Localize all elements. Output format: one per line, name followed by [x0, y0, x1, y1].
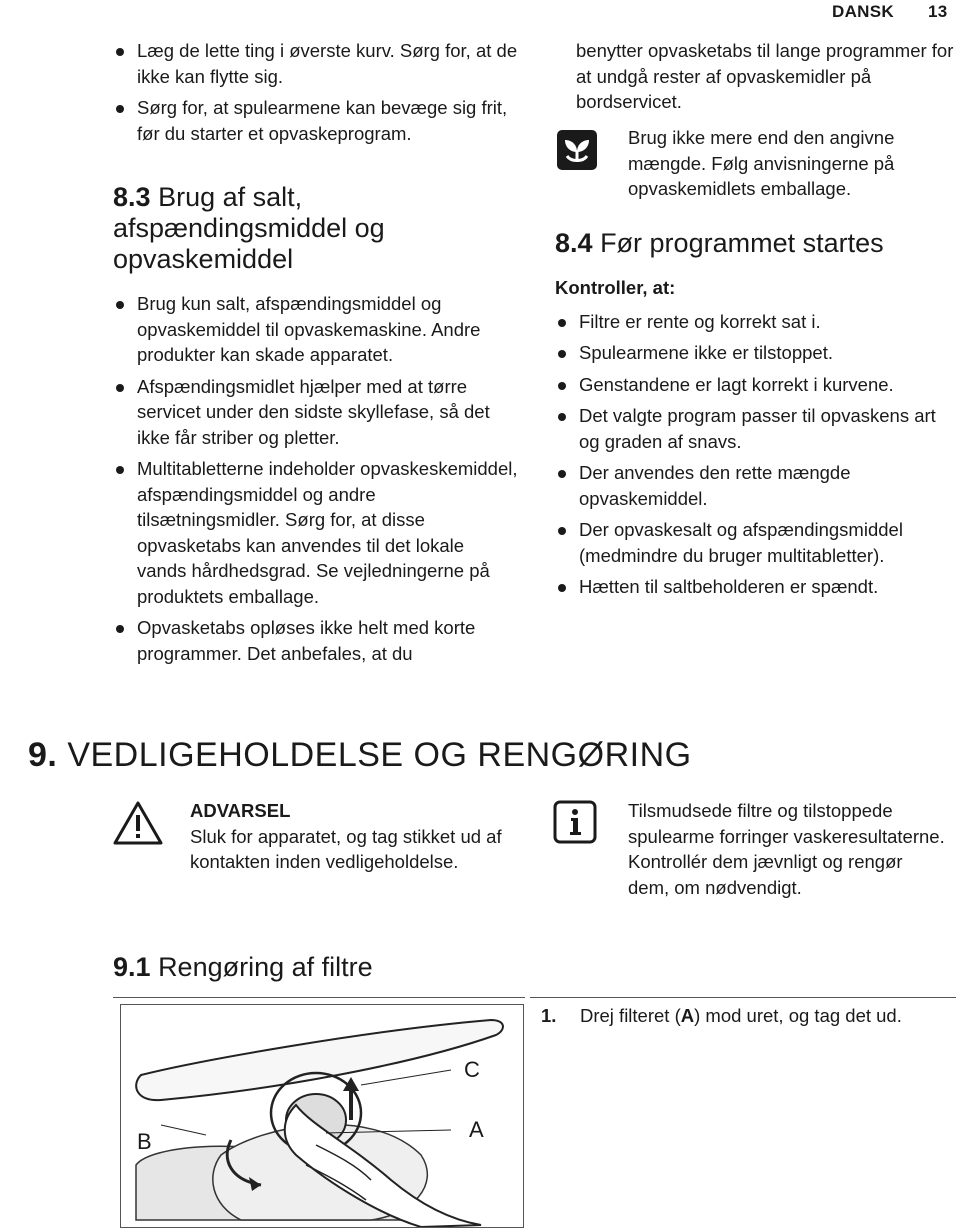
info-note: [628, 798, 948, 900]
step-text-pre: Drej filteret (: [580, 1005, 681, 1026]
section-number: 9.1: [113, 952, 151, 982]
section-9-1-heading: [113, 952, 373, 983]
left-top-bullets: [113, 38, 518, 146]
section-title: Brug af salt, afspændingsmiddel og opvaskemiddel: [113, 182, 385, 274]
section-8-3-heading: [113, 182, 518, 275]
section-9-heading: [28, 735, 692, 775]
eco-note: Brug ikke mere end den angivne mængde. Følg anvisningerne på opvaskemidlets emballage.: [628, 127, 895, 199]
section-number: 9.: [28, 736, 58, 774]
step-text-bold: A: [680, 1005, 695, 1026]
list-item: Hætten til saltbeholderen er spændt.: [555, 574, 955, 600]
section-title: Før programmet startes: [600, 228, 884, 258]
list-item: Spulearmene ikke er tilstoppet.: [555, 340, 955, 366]
warning-triangle-icon: [112, 800, 164, 846]
filter-illustration: [120, 1004, 524, 1228]
divider: [113, 997, 525, 998]
left-column: [113, 38, 518, 672]
warning-text: Sluk for apparatet, og tag stikket ud af kontakten inden vedligeholdelse.: [190, 825, 502, 872]
divider: [530, 997, 956, 998]
page-number: 13: [928, 2, 948, 21]
list-item: Sørg for, at spulearmene kan bevæge sig frit, før du starter et opvaskeprogram.: [113, 95, 518, 146]
header-section: DANSK: [832, 2, 894, 21]
list-item: Brug kun salt, afspændingsmiddel og opvaskemiddel til opvaskemaskine. Andre produkter kan skade apparatet.: [113, 291, 518, 368]
list-item: Opvasketabs opløses ikke helt med korte programmer. Det anbefales, at du: [113, 615, 518, 666]
list-item: Afspændingsmidlet hjælper med at tørre servicet under den sidste skyllefase, så det ikke får striber og pletter.: [113, 374, 518, 451]
list-item: Multitabletterne indeholder opvaskeskemiddel, afspændingsmiddel og andre tilsætningsmidler. Sørg for, at disse opvasketabs kan anvendes til det lokale vands hårdhedsgrad. Se vejledningerne på produktets emballage.: [113, 456, 518, 609]
list-item: Læg de lette ting i øverste kurv. Sørg for, at de ikke kan flytte sig.: [113, 38, 518, 89]
step-number: [541, 1003, 577, 1029]
eco-leaf-icon: [555, 128, 599, 172]
section-number: 8.3: [113, 182, 151, 212]
info-icon: [553, 800, 597, 844]
section-subtitle: Kontroller, at:: [555, 277, 676, 298]
list-item: Det valgte program passer til opvaskens art og graden af snavs.: [555, 403, 955, 454]
section-8-4: [555, 228, 955, 606]
list-item: Filtre er rente og korrekt sat i.: [555, 309, 955, 335]
info-line-2: Kontrollér dem jævnligt og rengør dem, om nødvendigt.: [628, 851, 903, 898]
section-8-4-heading: [555, 228, 955, 259]
figure-label-b: B: [137, 1129, 152, 1154]
figure-label-c: C: [464, 1057, 480, 1082]
step-text-post: ) mod uret, og tag det ud.: [694, 1005, 902, 1026]
step-number-text: 1.: [541, 1005, 557, 1026]
section-8-4-bullets: [555, 309, 955, 600]
list-item: Genstandene er lagt korrekt i kurvene.: [555, 372, 955, 398]
section-number: 8.4: [555, 228, 593, 258]
right-continuation-text: benytter opvasketabs til lange programmer for at undgå rester af opvaskemidler på bordservicet.: [576, 40, 954, 112]
warning-title: ADVARSEL: [190, 800, 291, 821]
info-line-1: Tilsmudsede filtre og tilstoppede spulearme forringer vaskeresultaterne.: [628, 800, 945, 847]
figure-label-a: A: [469, 1117, 484, 1142]
section-8-3-bullets: [113, 291, 518, 666]
section-title: VEDLIGEHOLDELSE OG RENGØRING: [67, 736, 692, 774]
filter-drawing: [121, 1005, 523, 1227]
list-item: Der anvendes den rette mængde opvaskemiddel.: [555, 460, 955, 511]
step-1-text: [580, 1003, 930, 1029]
warning-block: [190, 798, 520, 875]
section-title: Rengøring af filtre: [158, 952, 373, 982]
list-item: Der opvaskesalt og afspændingsmiddel (medmindre du bruger multitabletter).: [555, 517, 955, 568]
